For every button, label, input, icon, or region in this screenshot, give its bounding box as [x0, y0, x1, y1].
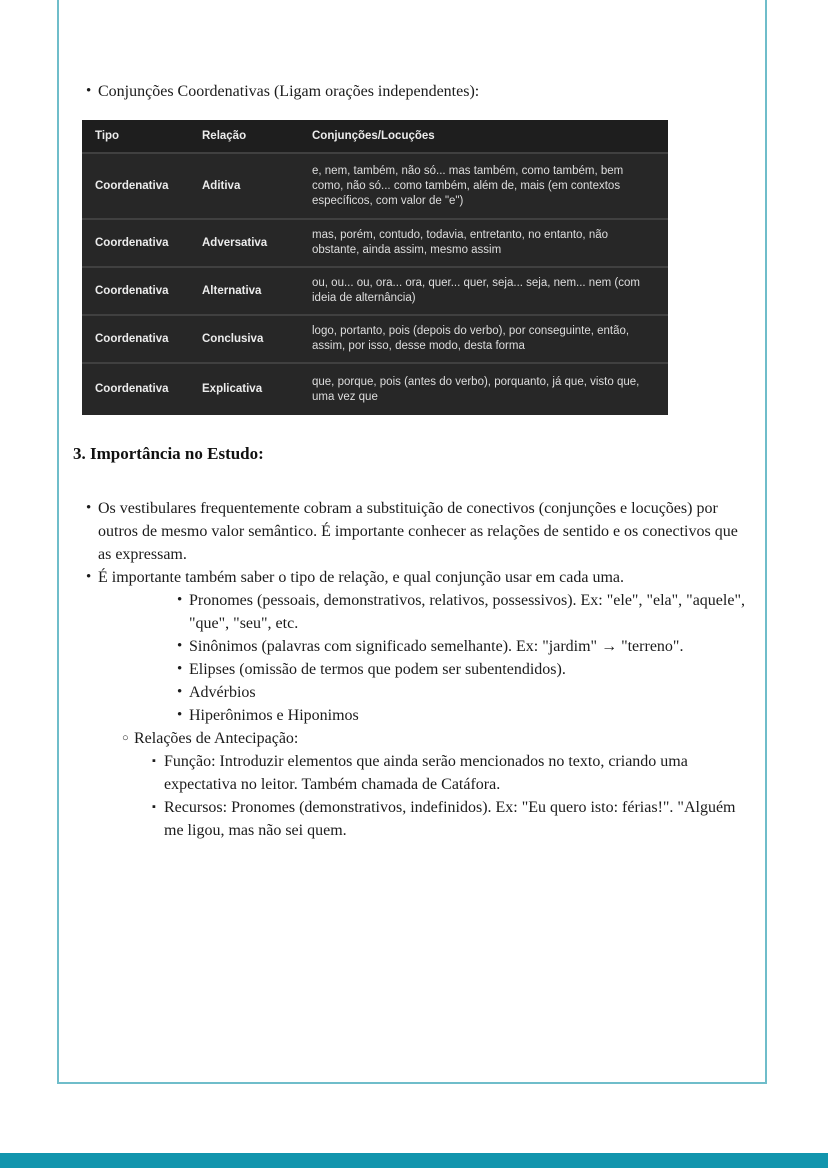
intro-bullet-item [86, 80, 726, 103]
bullet-disc-icon: • [177, 592, 183, 608]
list-item-text: Advérbios [189, 684, 256, 701]
intro-bullet-text: Conjunções Coordenativas (Ligam orações independentes): [98, 83, 480, 100]
table-row [82, 219, 668, 267]
bullet-disc-icon: • [177, 661, 183, 677]
bullet-circle-icon: ○ [122, 732, 129, 744]
list-item [0, 727, 770, 750]
list-item-text: Os vestibulares frequentemente cobram a substituição de conectivos (conjunções e locuções) por outros de mesmo valor semântico. É importante conhecer as relações de sentido e os conectivos que as expressam. [98, 500, 738, 563]
list-item-text: Pronomes (pessoais, demonstrativos, relativos, possessivos). Ex: "ele", "ela", "aquele", "que", "seu", etc. [189, 592, 745, 632]
cell-relacao: Aditiva [202, 179, 241, 192]
table-row [82, 315, 668, 363]
table-row [82, 267, 668, 315]
cell-tipo: Coordenativa [95, 332, 169, 345]
cell-conjuncoes: ou, ou... ou, ora... ora, quer... quer, seja... seja, nem... nem (com ideia de alternância) [312, 277, 640, 304]
list-item [0, 497, 770, 566]
list-item [0, 589, 770, 635]
table-row [82, 153, 668, 219]
list-item-text: Relações de Antecipação: [134, 730, 299, 747]
list-item-text: Recursos: Pronomes (demonstrativos, indefinidos). Ex: "Eu quero isto: férias!". "Alguém me ligou, mas não sei quem. [164, 799, 736, 839]
list-item-text: É importante também saber o tipo de relação, e qual conjunção usar em cada uma. [98, 569, 625, 586]
cell-conjuncoes: logo, portanto, pois (depois do verbo), por conseguinte, então, assim, por isso, desse modo, desta forma [312, 325, 630, 352]
list-item [0, 658, 770, 681]
cell-conjuncoes: mas, porém, contudo, todavia, entretanto, no entanto, não obstante, ainda assim, mesmo assim [312, 229, 609, 256]
bullet-square-icon: ▪ [152, 801, 156, 813]
cell-relacao: Explicativa [202, 383, 263, 395]
study-list [0, 497, 770, 842]
list-item [0, 796, 770, 842]
cell-tipo: Coordenativa [95, 383, 169, 395]
bottom-accent-bar [0, 1153, 828, 1168]
list-item [0, 750, 770, 796]
bullet-disc-icon: • [86, 83, 92, 99]
cell-tipo: Coordenativa [95, 179, 169, 192]
column-header-relacao: Relação [202, 129, 247, 142]
bullet-disc-icon: • [86, 569, 92, 585]
cell-conjuncoes: e, nem, também, não só... mas também, como também, bem como, não só... como também, além de, mais (em contextos específicos, com valor de "e") [312, 164, 624, 207]
list-item-text: Sinônimos (palavras com significado semelhante). Ex: "jardim" → "terreno". [189, 638, 684, 655]
list-item-text: Função: Introduzir elementos que ainda serão mencionados no texto, criando uma expectativa no leitor. Também chamada de Catáfora. [164, 753, 688, 793]
column-header-conjuncoes: Conjunções/Locuções [312, 129, 435, 142]
list-item [0, 635, 770, 658]
list-item-text: Hiperônimos e Hiponimos [189, 707, 359, 724]
list-item-text: Elipses (omissão de termos que podem ser subentendidos). [189, 661, 566, 678]
list-item [0, 681, 770, 704]
cell-tipo: Coordenativa [95, 236, 169, 249]
bullet-disc-icon: • [177, 707, 183, 723]
table-row [82, 363, 668, 415]
cell-tipo: Coordenativa [95, 284, 169, 297]
bullet-disc-icon: • [86, 500, 92, 516]
table-header-row [82, 120, 668, 153]
cell-relacao: Alternativa [202, 284, 262, 297]
bullet-square-icon: ▪ [152, 755, 156, 767]
section-heading: 3. Importância no Estudo: [73, 444, 264, 463]
list-item [0, 566, 770, 589]
bullet-disc-icon: • [177, 684, 183, 700]
cell-conjuncoes: que, porque, pois (antes do verbo), porquanto, já que, visto que, uma vez que [312, 375, 640, 403]
list-item [0, 704, 770, 727]
bullet-disc-icon: • [177, 638, 183, 654]
cell-relacao: Adversativa [202, 236, 268, 249]
column-header-tipo: Tipo [95, 129, 120, 142]
cell-relacao: Conclusiva [202, 332, 264, 345]
conjunctions-table [82, 120, 668, 415]
